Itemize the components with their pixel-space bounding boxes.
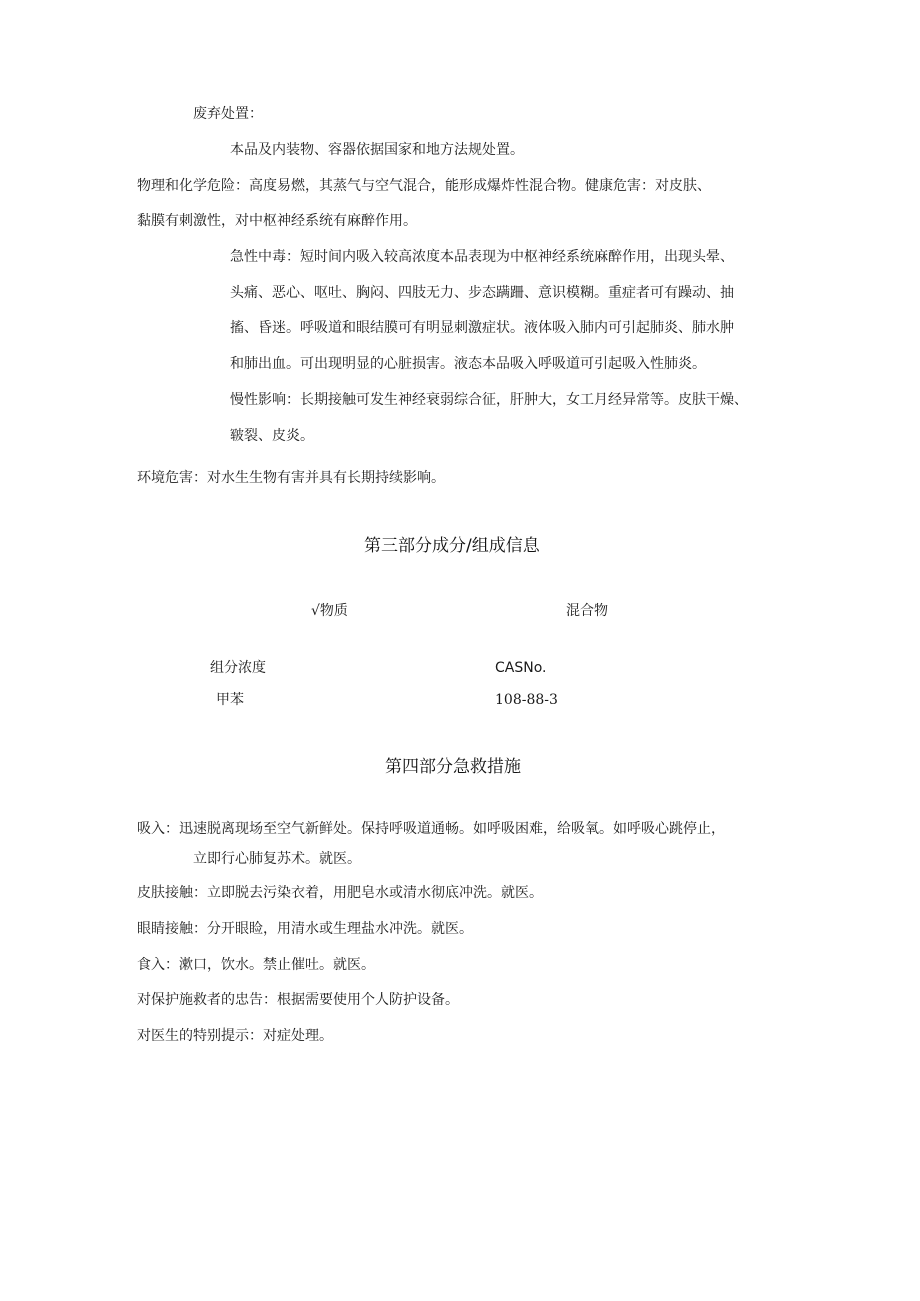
environment-hazard: 环境危害：对水生生物有害并具有长期持续影响。: [137, 470, 445, 486]
section3-title: 第三部分成分/组成信息: [364, 536, 540, 556]
chronic-line-2: 皲裂、皮炎。: [230, 428, 314, 444]
acute-line-2: 头痛、恶心、呕吐、胸闷、四肢无力、步态蹒跚、意识模糊。重症者可有躁动、抽: [230, 285, 734, 301]
section4-title: 第四部分急救措施: [385, 757, 521, 777]
hazard-line-2: 黏膜有刺激性，对中枢神经系统有麻醉作用。: [137, 213, 417, 229]
component-header: 组分浓度: [210, 660, 266, 676]
hazard-line-1: 物理和化学危险：高度易燃，其蒸气与空气混合，能形成爆炸性混合物。健康危害：对皮肤、: [137, 178, 711, 194]
substance-option: √物质: [311, 603, 348, 619]
rescuer-advice: 对保护施救者的忠告：根据需要使用个人防护设备。: [137, 992, 459, 1008]
skin-contact: 皮肤接触：立即脱去污染衣着，用肥皂水或清水彻底冲洗。就医。: [137, 885, 543, 901]
disposal-label: 废弃处置：: [193, 106, 263, 122]
component-cas: 108-88-3: [495, 692, 558, 708]
acute-line-4: 和肺出血。可出现明显的心脏损害。液态本品吸入呼吸道可引起吸入性肺炎。: [230, 356, 706, 372]
eye-contact: 眼睛接触：分开眼睑，用清水或生理盐水冲洗。就医。: [137, 921, 473, 937]
doctor-note: 对医生的特别提示：对症处理。: [137, 1028, 333, 1044]
inhalation-line-2: 立即行心肺复苏术。就医。: [193, 851, 361, 867]
acute-line-1: 急性中毒：短时间内吸入较高浓度本品表现为中枢神经系统麻醉作用，出现头晕、: [230, 249, 734, 265]
ingestion: 食入：漱口，饮水。禁止催吐。就医。: [137, 957, 375, 973]
chronic-line-1: 慢性影响：长期接触可发生神经衰弱综合征，肝肿大，女工月经异常等。皮肤干燥、: [230, 392, 748, 408]
inhalation-line-1: 吸入：迅速脱离现场至空气新鲜处。保持呼吸道通畅。如呼吸困难，给吸氧。如呼吸心跳停止，: [137, 821, 725, 837]
acute-line-3: 搐、昏迷。呼吸道和眼结膜可有明显刺激症状。液体吸入肺内可引起肺炎、肺水肿: [230, 320, 734, 336]
cas-header: CASNo.: [495, 660, 547, 676]
disposal-text: 本品及内装物、容器依据国家和地方法规处置。: [230, 142, 524, 158]
mixture-option: 混合物: [566, 603, 608, 619]
component-name: 甲苯: [216, 692, 244, 708]
